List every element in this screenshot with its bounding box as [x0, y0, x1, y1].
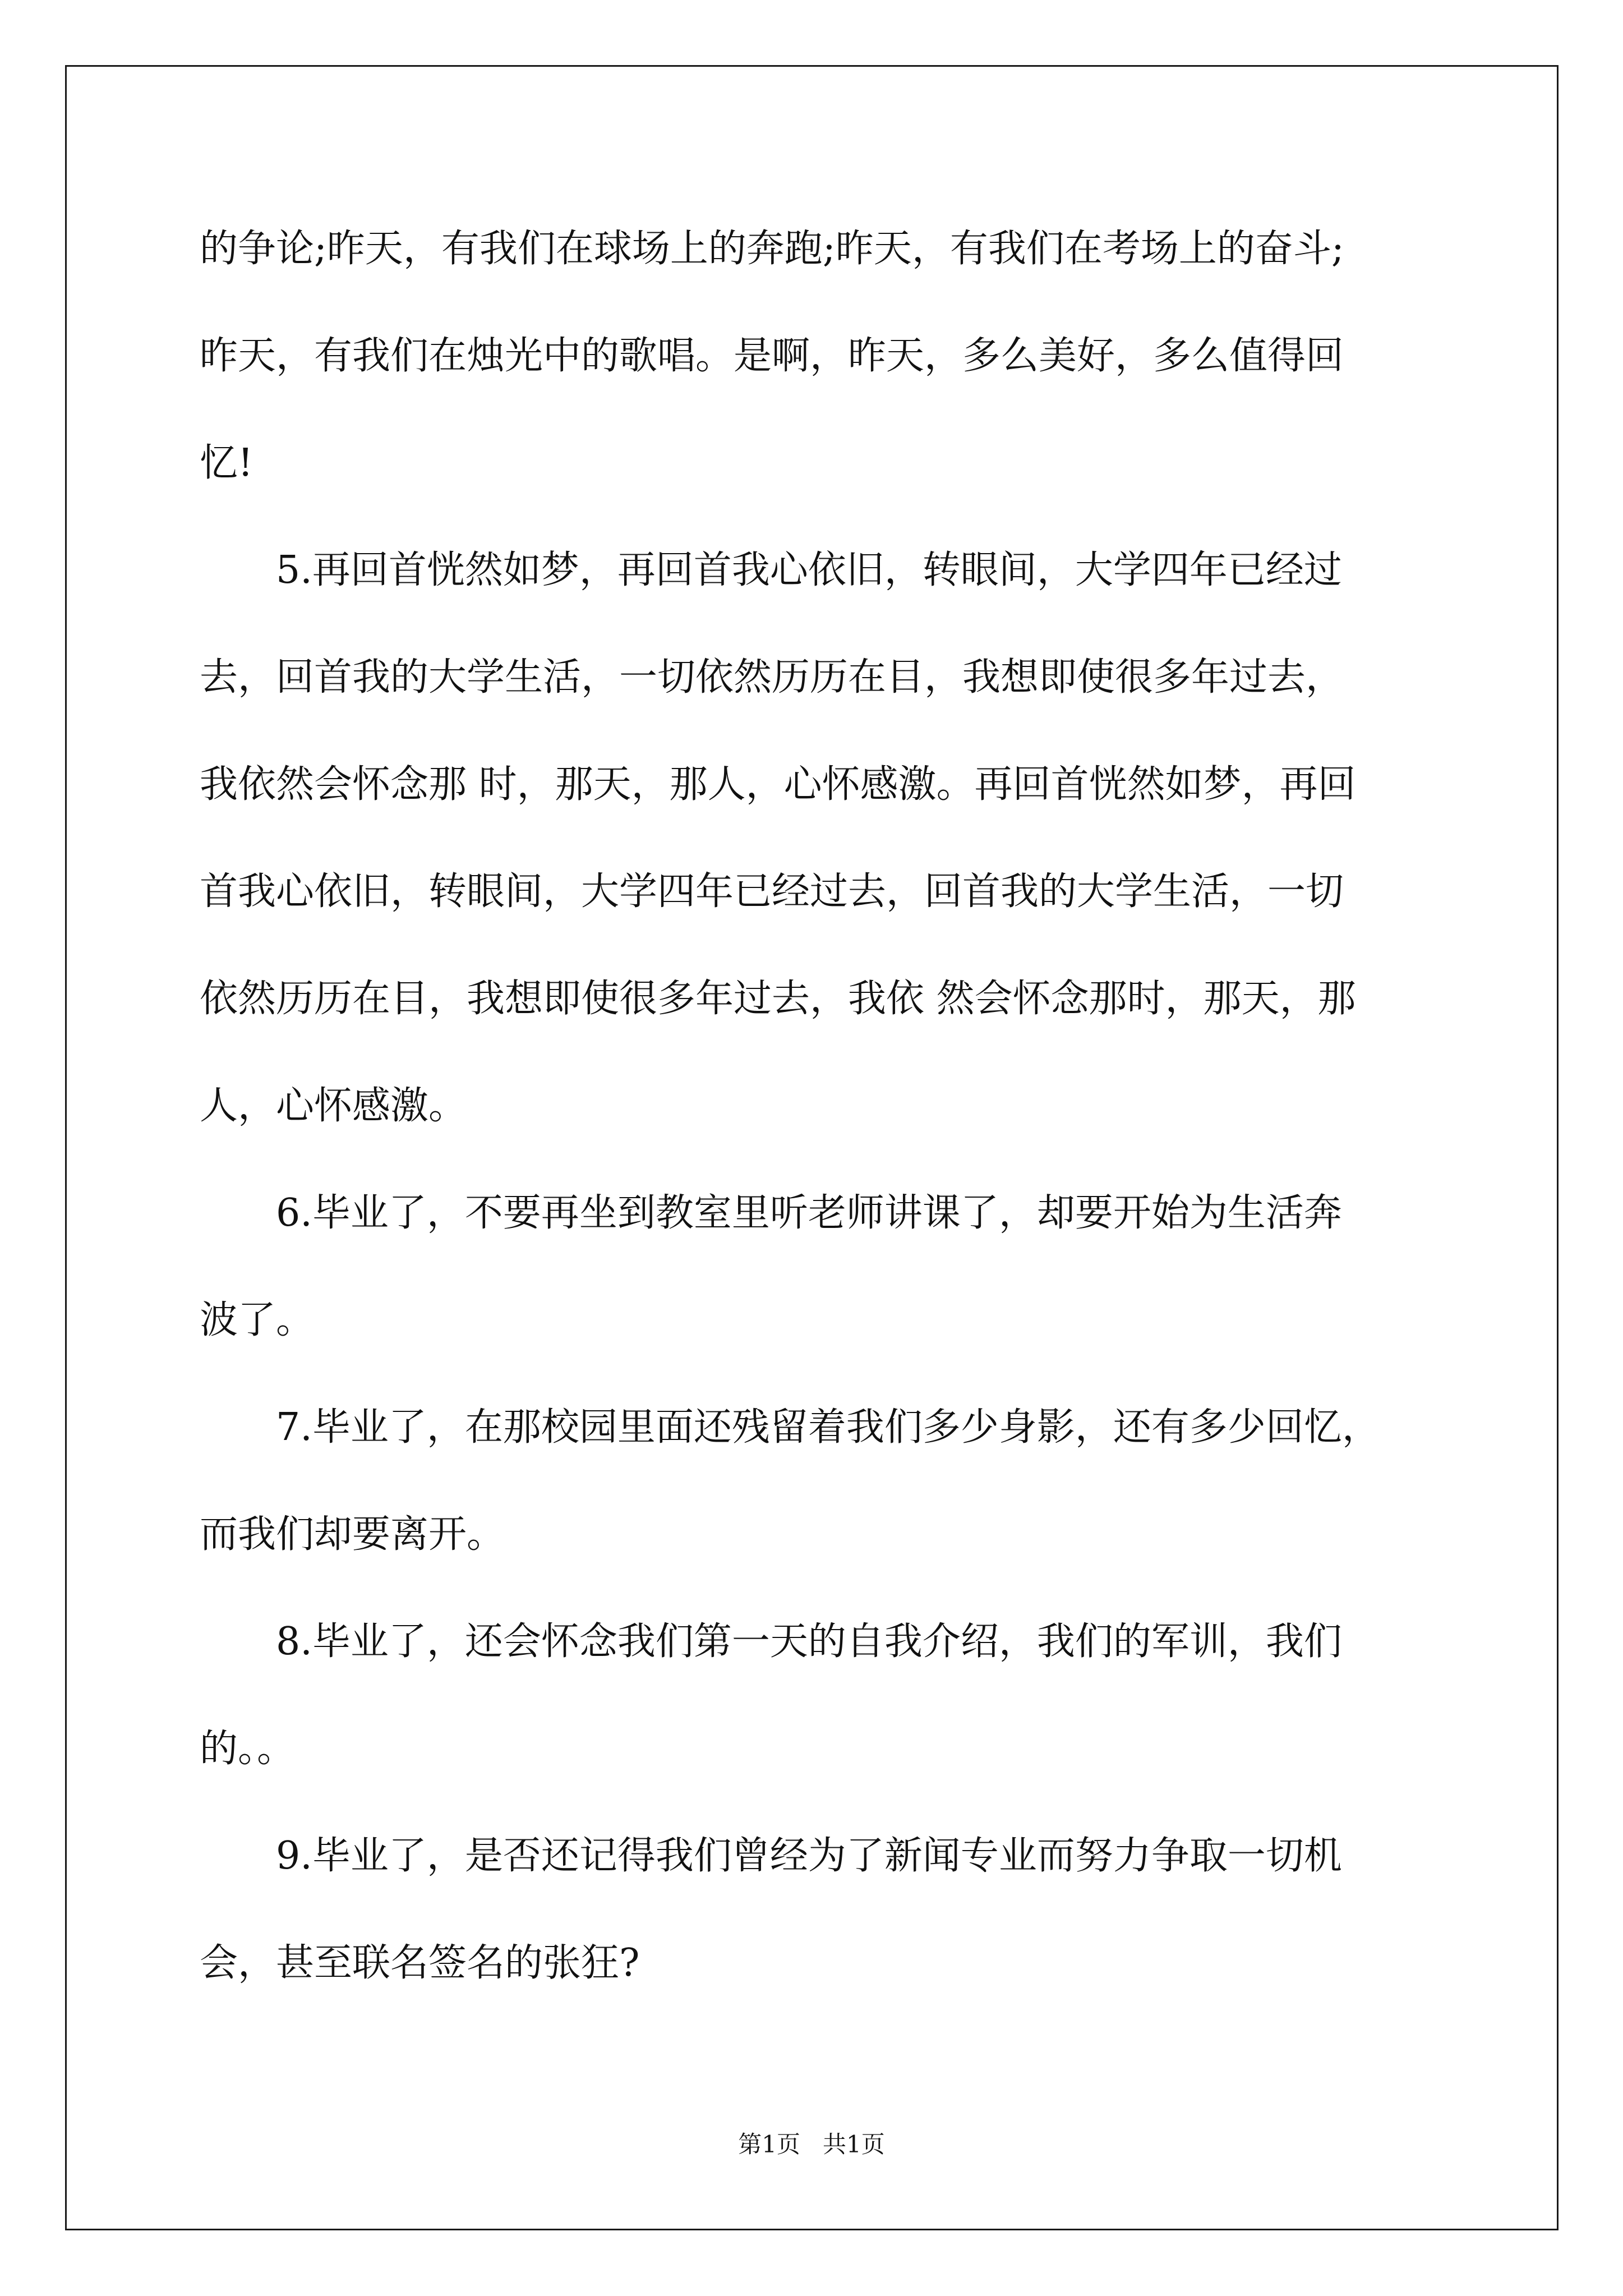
text-line: 首我心依旧，转眼间，大学四年已经过去，回首我的大学生活，一切: [200, 869, 1344, 914]
text-line: 而我们却要离开。: [200, 1512, 505, 1557]
text-line: 5.再回首恍然如梦，再回首我心依旧，转眼间，大学四年已经过: [276, 548, 1342, 592]
page-footer: 第1页 共1页: [738, 2131, 885, 2158]
text-line: 人，心怀感激。: [200, 1084, 467, 1128]
text-line: 8.毕业了，还会怀念我们第一天的自我介绍，我们的军训，我们: [276, 1619, 1342, 1664]
text-line: 9.毕业了，是否还记得我们曾经为了新闻专业而努力争取一切机: [276, 1834, 1342, 1878]
text-line: 6.毕业了，不要再坐到教室里听老师讲课了，却要开始为生活奔: [276, 1191, 1342, 1235]
text-line: 的。。: [200, 1727, 296, 1771]
text-line: 昨天，有我们在烛光中的歌唱。是啊，昨天，多么美好，多么值得回: [200, 334, 1344, 378]
text-line: 7.毕业了，在那校园里面还残留着我们多少身影，还有多少回忆，: [276, 1405, 1380, 1450]
text-line: 忆!: [200, 441, 253, 485]
text-line: 去，回首我的大学生活，一切依然历历在目，我想即使很多年过去，: [200, 655, 1344, 700]
document-body: [200, 210, 1423, 2031]
text-line: 会，甚至联名签名的张狂?: [200, 1941, 640, 1985]
text-line: 我依然会怀念那 时，那天，那人，心怀感激。再回首恍然如梦，再回: [200, 762, 1356, 807]
text-line: 依然历历在目，我想即使很多年过去，我依 然会怀念那时，那天，那: [200, 977, 1356, 1021]
text-line: 的争论;昨天，有我们在球场上的奔跑;昨天，有我们在考场上的奋斗;: [200, 227, 1344, 271]
text-line: 波了。: [200, 1298, 315, 1342]
